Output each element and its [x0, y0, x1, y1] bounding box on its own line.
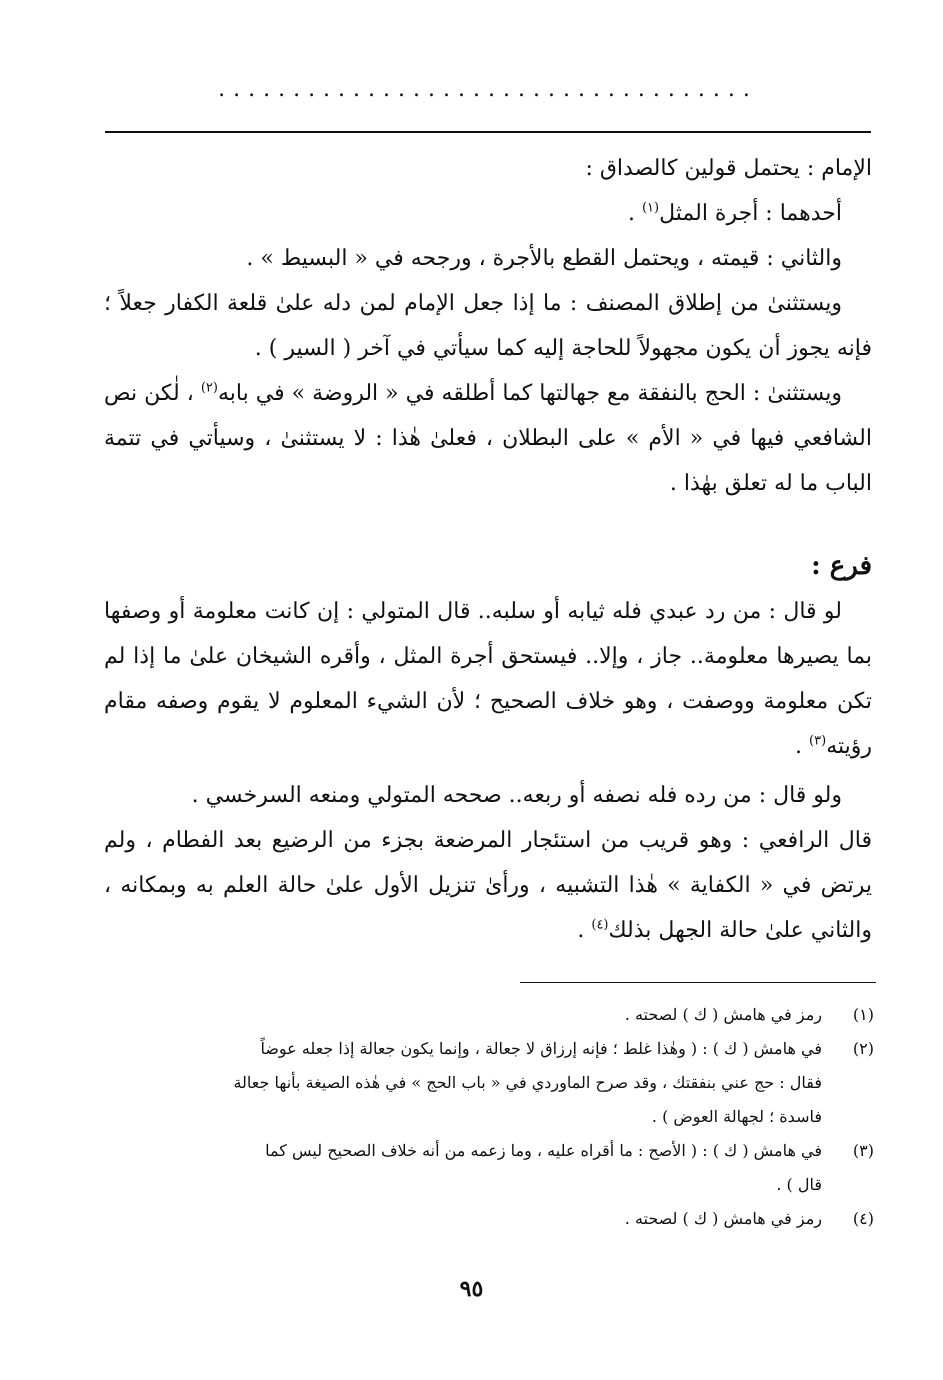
- footnote-text: في هامش ( ك ) : ( الأصح : ما أقراه عليه ، وما زعمه من أنه خلاف الصحيح ليس كما قال ) .: [265, 1141, 822, 1194]
- header-rule: [105, 131, 871, 133]
- footnote-4: [104, 1202, 874, 1236]
- main-text: [104, 146, 872, 953]
- footnote-number: (٢): [852, 1039, 874, 1058]
- section-heading: فرع :: [811, 551, 872, 581]
- paragraph-5: ويستثنىٰ : الحج بالنفقة مع جهالتها كما أطلقه في « الروضة » في بابه$^{(٢)}$ ، لٰكن نص الشافعي فيها في « الأم » على البطلان ، فعلىٰ هٰذا : لا يستثنىٰ ، وسيأتي في تتمة الباب ما له تعلق بهٰذا .: [104, 380, 872, 496]
- footnote-text: رمز في هامش ( ك ) لصحته .: [624, 1209, 822, 1228]
- paragraph-4: ويستثنىٰ من إطلاق المصنف : ما إذا جعل الإمام لمن دله علىٰ قلعة الكفار جعلاً ؛ فإنه يجوز أن يكون مجهولاً للحاجة إليه كما سيأتي في آخر ( السير ) .: [104, 291, 872, 361]
- paragraph-1: الإمام : يحتمل قولين كالصداق :: [585, 156, 872, 181]
- header-dotted-line: ....................................: [218, 78, 758, 102]
- footnotes: [104, 998, 874, 1236]
- footnote-text: في هامش ( ك ) : ( وهٰذا غلط ؛ فإنه إرزاق لا جعالة ، وإنما يكون جعالة إذا جعله عوضاً فقال : حج عني بنفقتك ، وقد صرح الماوردي في « باب الحج » في هٰذه الصيغة بأنها جعالة فاسدة ؛ لجهالة العوض ) .: [233, 1039, 822, 1126]
- footnote-text: رمز في هامش ( ك ) لصحته .: [624, 1005, 822, 1024]
- footnote-3: [104, 1134, 874, 1202]
- footnote-number: (٤): [852, 1209, 874, 1228]
- paragraph-8: قال الرافعي : وهو قريب من استئجار المرضعة بجزء من الرضيع بعد الفطام ، ولم يرتض في « الكفاية » هٰذا التشبيه ، ورأىٰ تنزيل الأول علىٰ حالة العلم به وبمكانه ، والثاني علىٰ حالة الجهل بذلك$^{(٤)}$ .: [104, 828, 872, 943]
- footnote-1: [104, 998, 874, 1032]
- paragraph-3: والثاني : قيمته ، ويحتمل القطع بالأجرة ، ورجحه في « البسيط » .: [246, 246, 842, 271]
- footnote-ref-1[interactable]: (١): [641, 200, 660, 216]
- footnote-ref-4[interactable]: (٤): [591, 917, 609, 933]
- footnote-rule: [520, 982, 876, 983]
- paragraph-6: لو قال : من رد عبدي فله ثيابه أو سلبه.. قال المتولي : إن كانت معلومة أو وصفها بما يصيرها معلومة.. جاز ، وإلا.. فيستحق أجرة المثل ، وأقره الشيخان علىٰ ما إذا لم تكن معلومة ووصفت ، وهو خلاف الصحيح ؛ لأن الشيء المعلوم لا يقوم وصفه مقام رؤيته$^{(٣)}$ .: [104, 599, 872, 759]
- footnote-2: [104, 1032, 874, 1134]
- footnote-ref-3[interactable]: (٣): [809, 733, 827, 749]
- footnote-number: (٣): [852, 1141, 874, 1160]
- paragraph-2: أحدهما : أجرة المثل$^{(١)}$ .: [627, 200, 842, 226]
- footnote-ref-2[interactable]: (٢): [200, 380, 218, 396]
- paragraph-7: ولو قال : من رده فله نصفه أو ربعه.. صححه المتولي ومنعه السرخسي .: [191, 783, 842, 808]
- page-number: ٩٥: [459, 1276, 484, 1302]
- footnote-number: (١): [852, 1005, 874, 1024]
